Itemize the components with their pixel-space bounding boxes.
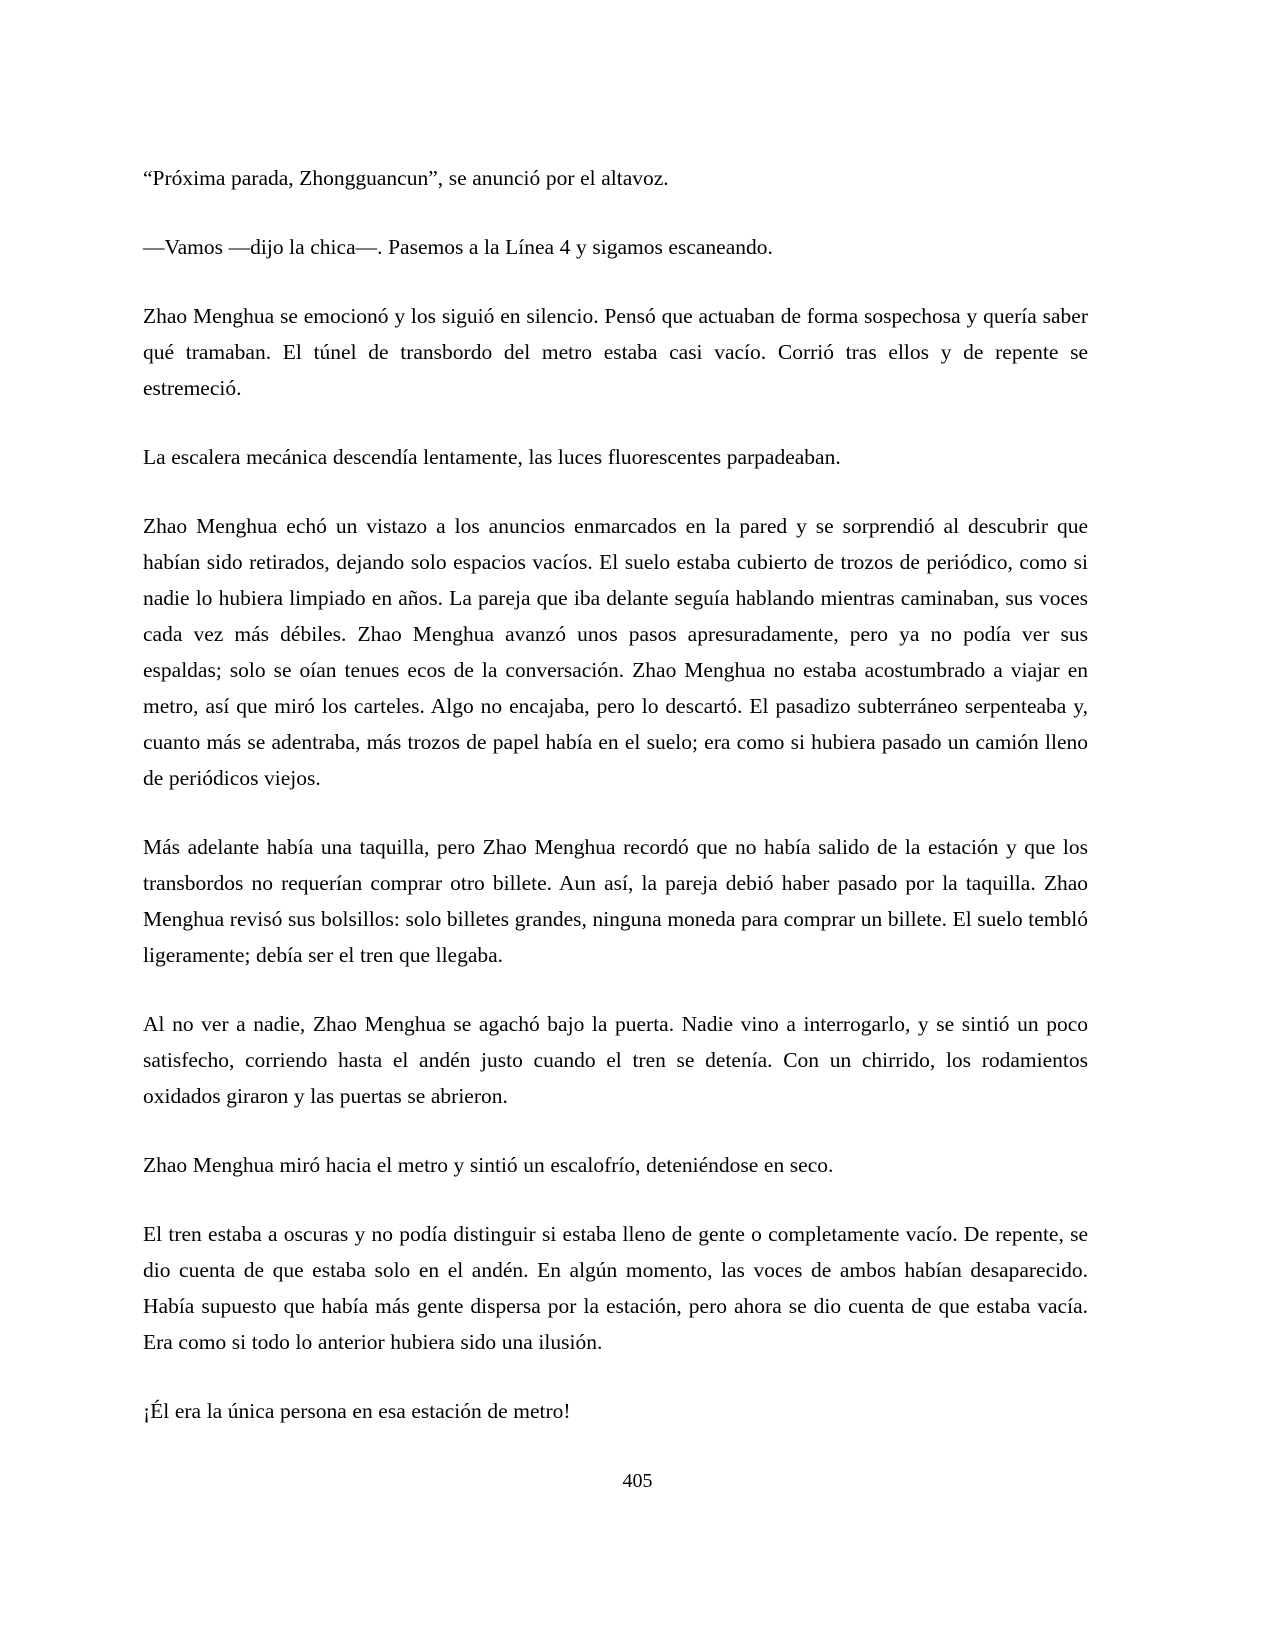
page-number: 405	[622, 1470, 653, 1492]
paragraph: Más adelante había una taquilla, pero Zhao Menghua recordó que no había salido de la estación y que los transbordos no requerían comprar otro billete. Aun así, la pareja debió haber pasado por la taquilla. Zhao Menghua revisó sus bolsillos: solo billetes grandes, ninguna moneda para comprar un billete. El suelo tembló ligeramente; debía ser el tren que llegaba.	[143, 835, 1088, 967]
paragraph: Zhao Menghua echó un vistazo a los anuncios enmarcados en la pared y se sorprendió al descubrir que habían sido retirados, dejando solo espacios vacíos. El suelo estaba cubierto de trozos de periódico, como si nadie lo hubiera limpiado en años. La pareja que iba delante seguía hablando mientras caminaban, sus voces cada vez más débiles. Zhao Menghua avanzó unos pasos apresuradamente, pero ya no podía ver sus espaldas; solo se oían tenues ecos de la conversación. Zhao Menghua no estaba acostumbrado a viajar en metro, así que miró los carteles. Algo no encajaba, pero lo descartó. El pasadizo subterráneo serpenteaba y, cuanto más se adentraba, más trozos de papel había en el suelo; era como si hubiera pasado un camión lleno de periódicos viejos.	[143, 514, 1088, 790]
page-body-text	[143, 160, 1088, 1429]
paragraph: ¡Él era la única persona en esa estación de metro!	[143, 1399, 571, 1423]
paragraph: Al no ver a nadie, Zhao Menghua se agachó bajo la puerta. Nadie vino a interrogarlo, y se sintió un poco satisfecho, corriendo hasta el andén justo cuando el tren se detenía. Con un chirrido, los rodamientos oxidados giraron y las puertas se abrieron.	[143, 1012, 1088, 1108]
paragraph: Zhao Menghua se emocionó y los siguió en silencio. Pensó que actuaban de forma sospechosa y quería saber qué tramaban. El túnel de transbordo del metro estaba casi vacío. Corrió tras ellos y de repente se estremeció.	[143, 304, 1088, 400]
paragraph: Zhao Menghua miró hacia el metro y sintió un escalofrío, deteniéndose en seco.	[143, 1153, 834, 1177]
paragraph: La escalera mecánica descendía lentamente, las luces fluorescentes parpadeaban.	[143, 445, 841, 469]
paragraph: El tren estaba a oscuras y no podía distinguir si estaba lleno de gente o completamente vacío. De repente, se dio cuenta de que estaba solo en el andén. En algún momento, las voces de ambos habían desaparecido. Había supuesto que había más gente dispersa por la estación, pero ahora se dio cuenta de que estaba vacía. Era como si todo lo anterior hubiera sido una ilusión.	[143, 1222, 1088, 1354]
paragraph: —Vamos —dijo la chica—. Pasemos a la Línea 4 y sigamos escaneando.	[143, 235, 773, 259]
paragraph: “Próxima parada, Zhongguancun”, se anunció por el altavoz.	[143, 166, 669, 190]
